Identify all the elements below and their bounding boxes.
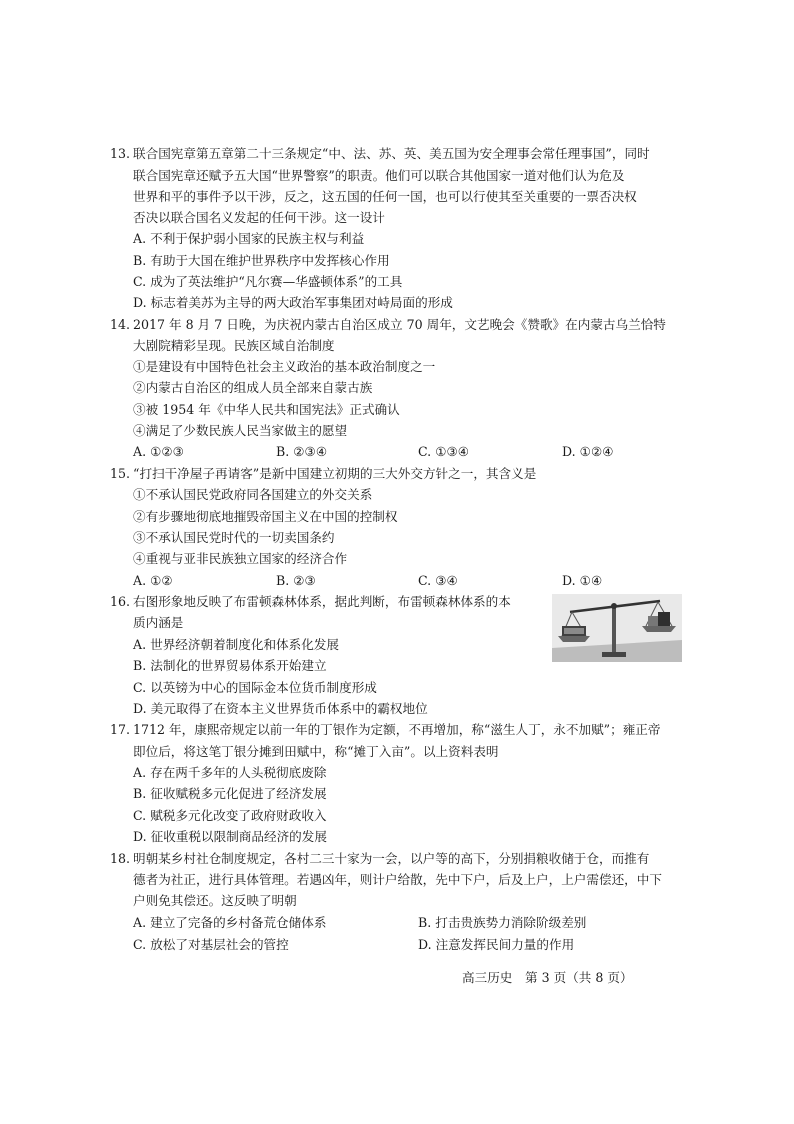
question-15-item-2: ②有步骤地彻底地摧毁帝国主义在中国的控制权 [133,509,398,524]
question-15-item-3: ③不承认国民党时代的一切卖国条约 [133,530,335,545]
question-14-item-2: ②内蒙古自治区的组成人员全部来自蒙古族 [133,380,373,395]
question-13-number: 13. [110,146,131,161]
question-14-choice-d: D. ①②④ [562,444,614,459]
question-17-number: 17. [110,722,131,737]
question-16-option-d: D. 美元取得了在资本主义世界货币体系中的霸权地位 [133,701,428,716]
question-13-option-c: C. 成为了英法维护“凡尔赛—华盛顿体系”的工具 [133,274,403,289]
question-13-option-d: D. 标志着美苏为主导的两大政治军事集团对峙局面的形成 [133,295,453,310]
question-17-option-a: A. 存在两千多年的人头税彻底废除 [133,765,327,780]
question-15-stem-line: “打扫干净屋子再请客”是新中国建立初期的三大外交方针之一，其含义是 [133,466,537,481]
question-18-stem-line: 户则免其偿还。这反映了明朝 [133,893,297,908]
balance-scale-image [552,594,682,662]
question-14-stem-line: 2017 年 8 月 7 日晚，为庆祝内蒙古自治区成立 70 周年，文艺晚会《赞歌》在内蒙古乌兰恰特 [133,317,666,332]
question-17-option-c: C. 赋税多元化改变了政府财政收入 [133,808,327,823]
question-14-item-1: ①是建设有中国特色社会主义政治的基本政治制度之一 [133,359,436,374]
question-16-option-b: B. 法制化的世界贸易体系开始建立 [133,658,327,673]
question-16-stem-line: 质内涵是 [133,615,184,630]
question-13-stem-line: 世界和平的事件予以干涉，反之，这五国的任何一国，也可以行使其至关重要的一票否决权 [133,189,637,204]
question-15-item-4: ④重视与亚非民族独立国家的经济合作 [133,551,348,566]
question-17-option-b: B. 征收赋税多元化促进了经济发展 [133,786,327,801]
question-16-number: 16. [110,594,131,609]
question-15-choice-d: D. ①④ [562,573,603,588]
question-14-choice-c: C. ①③④ [418,444,470,459]
question-14-choice-b: B. ②③④ [276,444,328,459]
question-18-choice-b: B. 打击贵族势力消除阶级差别 [418,915,587,930]
question-15-choice-b: B. ②③ [276,573,316,588]
question-18-stem-line: 明朝某乡村社仓制度规定，各村二三十家为一会，以户等的高下，分别捐粮收储于仓，而推有 [133,851,650,866]
page-footer: 高三历史 第 3 页（共 8 页） [462,970,633,985]
question-15-choice-c: C. ③④ [418,573,458,588]
question-13-stem-line: 联合国宪章第五章第二十三条规定“中、法、苏、英、美五国为安全理事会常任理事国”，同时 [133,146,650,161]
question-18-number: 18. [110,851,131,866]
question-15-item-1: ①不承认国民党政府同各国建立的外交关系 [133,487,373,502]
question-14-choice-a: A. ①②③ [133,444,184,459]
question-16-option-a: A. 世界经济朝着制度化和体系化发展 [133,637,340,652]
question-14-stem-line: 大剧院精彩呈现。民族区域自治制度 [133,338,335,353]
question-13-stem-line: 否决以联合国名义发起的任何干涉。这一设计 [133,210,385,225]
question-17-stem-line: 1712 年，康熙帝规定以前一年的丁银作为定额，不再增加，称“滋生人丁，永不加赋”；雍正帝 [133,722,661,737]
question-13-stem-line: 联合国宪章还赋予五大国“世界警察”的职责。他们可以联合其他国家一道对他们认为危及 [133,168,625,183]
question-15-number: 15. [110,466,131,481]
question-18-choice-a: A. 建立了完备的乡村备荒仓储体系 [133,915,327,930]
question-14-item-3: ③被 1954 年《中华人民共和国宪法》正式确认 [133,402,400,417]
question-18-choice-c: C. 放松了对基层社会的管控 [133,937,289,952]
question-17-option-d: D. 征收重税以限制商品经济的发展 [133,829,327,844]
question-15-choice-a: A. ①② [133,573,173,588]
question-13-option-b: B. 有助于大国在维护世界秩序中发挥核心作用 [133,253,390,268]
question-18-stem-line: 德者为社正，进行具体管理。若遇凶年，则计户给散，先中下户，后及上户，上户需偿还，中下 [133,872,662,887]
question-17-stem-line: 即位后，将这笔丁银分摊到田赋中，称“摊丁入亩”。以上资料表明 [133,744,499,759]
question-18-choice-d: D. 注意发挥民间力量的作用 [418,937,575,952]
question-16-stem-line: 右图形象地反映了布雷顿森林体系，据此判断，布雷顿森林体系的本 [133,594,511,609]
question-13-option-a: A. 不利于保护弱小国家的民族主权与利益 [133,231,365,246]
question-16-option-c: C. 以英镑为中心的国际金本位货币制度形成 [133,680,377,695]
question-14-number: 14. [110,317,131,332]
question-14-item-4: ④满足了少数民族人民当家做主的愿望 [133,423,348,438]
